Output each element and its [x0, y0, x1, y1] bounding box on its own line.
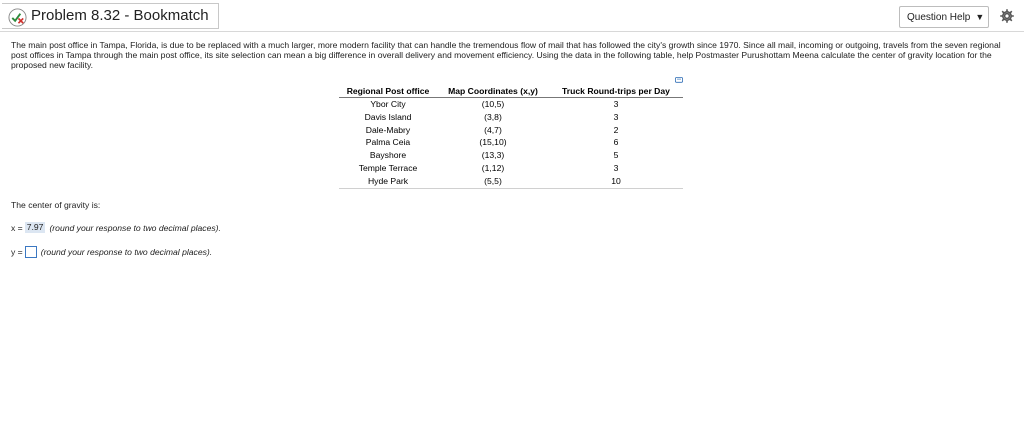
page-title: Problem 8.32 - Bookmatch — [31, 7, 209, 24]
trips-cell: 2 — [613, 124, 619, 135]
table-header-row — [339, 86, 683, 98]
answer-x-row — [11, 222, 221, 233]
y-answer-input[interactable] — [25, 246, 37, 258]
trips-cell: 3 — [613, 111, 619, 122]
y-label: y = — [11, 247, 23, 257]
coords-cell: (4,7) — [484, 124, 502, 135]
x-answer-field[interactable]: 7.97 — [26, 222, 44, 232]
table-row — [339, 149, 683, 162]
y-hint: (round your response to two decimal places). — [40, 247, 213, 257]
table-row — [339, 98, 683, 111]
x-hint: (round your response to two decimal places). — [49, 222, 221, 233]
trips-cell: 3 — [613, 162, 619, 173]
column-header-office: Regional Post office — [339, 86, 437, 98]
office-cell: Bayshore — [369, 150, 407, 161]
column-header-coords: Map Coordinates (x,y) — [437, 86, 549, 98]
table-row — [339, 175, 683, 188]
question-help-label: Question Help — [907, 11, 971, 23]
trips-cell: 10 — [549, 175, 683, 188]
table-row — [339, 162, 683, 175]
coords-cell: (15,10) — [479, 137, 507, 148]
trips-cell: 3 — [613, 99, 619, 109]
office-cell: Hyde Park — [339, 175, 437, 188]
x-label: x = — [11, 222, 23, 233]
table-row — [339, 111, 683, 124]
header-bar — [0, 0, 1024, 30]
trips-cell: 6 — [613, 137, 619, 148]
gear-icon[interactable] — [999, 8, 1015, 24]
post-office-table — [339, 86, 683, 189]
column-header-trips: Truck Round-trips per Day — [549, 86, 683, 98]
copy-to-clipboard-icon[interactable] — [675, 76, 683, 83]
caret-down-icon: ▼ — [975, 12, 985, 22]
title-box — [2, 3, 219, 29]
office-cell: Davis Island — [364, 111, 412, 122]
trips-cell: 5 — [613, 150, 619, 161]
coords-cell: (10,5) — [481, 99, 505, 109]
partial-credit-icon — [8, 8, 27, 27]
office-cell: Dale-Mabry — [365, 124, 411, 135]
table-row — [339, 136, 683, 149]
table-row — [339, 124, 683, 137]
coords-cell: (1,12) — [481, 162, 505, 173]
answer-y-row — [11, 246, 212, 258]
coords-cell: (13,3) — [481, 150, 505, 161]
coords-cell: (5,5) — [437, 175, 549, 188]
header-divider — [0, 31, 1024, 32]
center-of-gravity-label: The center of gravity is: — [11, 200, 101, 210]
office-cell: Ybor City — [370, 99, 406, 109]
office-cell: Temple Terrace — [358, 162, 418, 173]
office-cell: Palma Ceia — [365, 137, 411, 148]
problem-statement: The main post office in Tampa, Florida, is due to be replaced with a much larger, more modern facility that can handle the tremendous flow of mail that has followed the city's growth since 1970. Since all mail, incoming or outgoing, travels from the seven regional post offices in Tampa through the main post office, its site selection can mean a big difference in overall delivery and movement efficiency. Using the data in the following table, help Postmaster Purushottam Meena calculate the center of gravity location for the proposed new facility. — [11, 40, 1001, 70]
coords-cell: (3,8) — [484, 111, 502, 122]
question-help-button[interactable] — [899, 6, 989, 28]
